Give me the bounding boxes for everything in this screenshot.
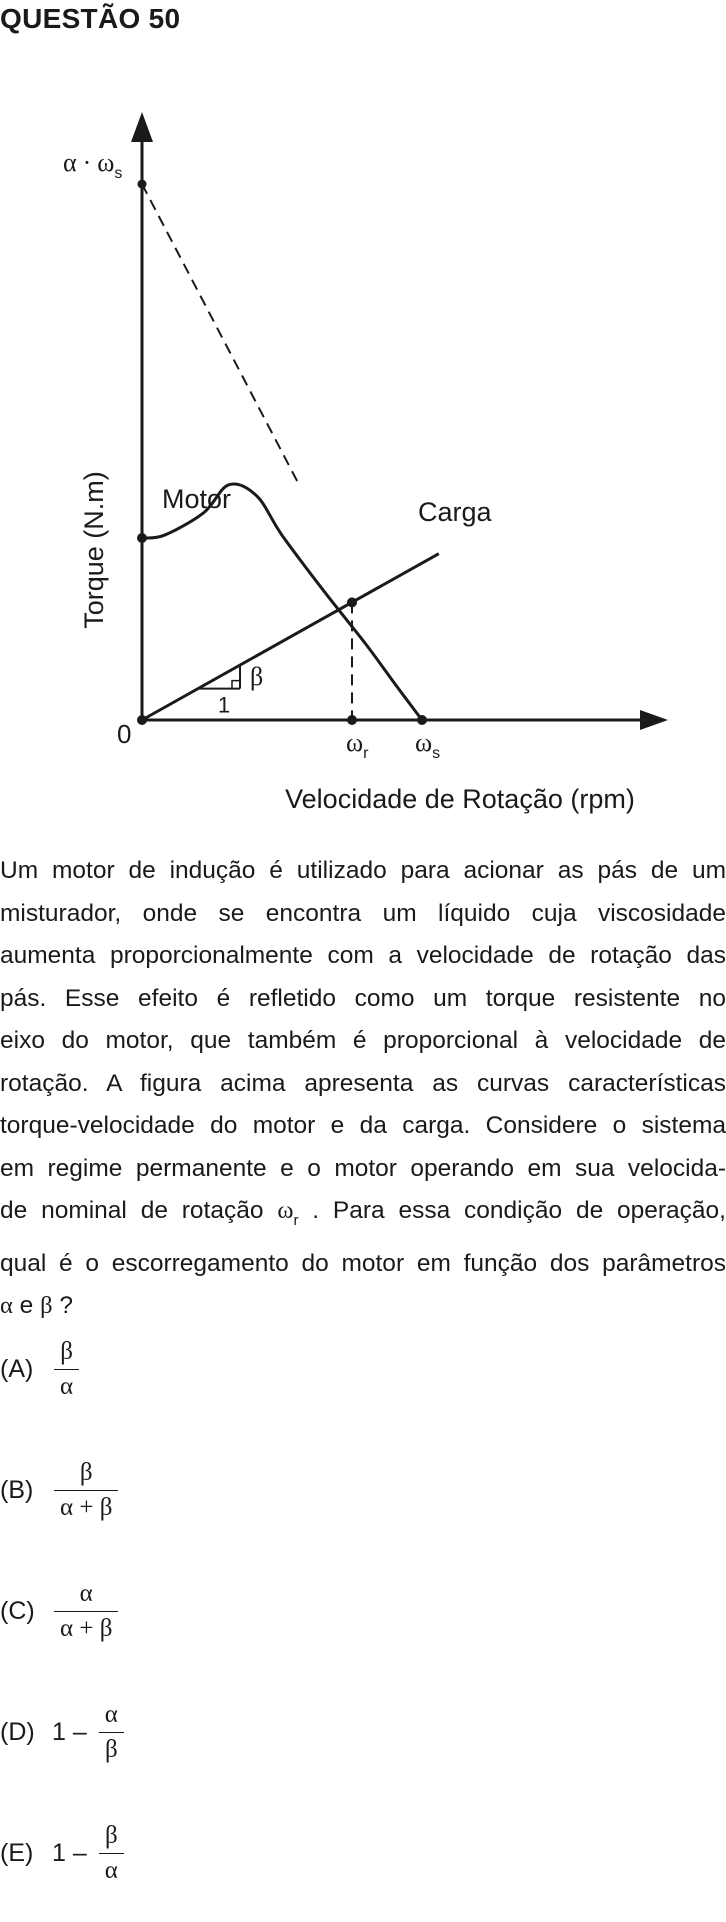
option-prefix: 1 – (52, 1718, 87, 1746)
origin-label: 0 (117, 719, 132, 749)
option-b[interactable] (0, 1456, 118, 1525)
option-d[interactable] (0, 1698, 124, 1767)
question-text-line: misturador, onde se encontra um líquido cuja viscosidade (0, 899, 726, 927)
omega-s-label: $\omega_s$ (415, 728, 441, 762)
omega-r-axis-point (347, 715, 357, 725)
y-intercept-label: $\alpha \cdot \omega_s$ (63, 148, 123, 182)
torque-speed-chart (0, 50, 726, 840)
question-text-line: aumenta proporcionalmente com a velocidade de rotação das (0, 942, 726, 969)
question-text-line-params: α e β ? (0, 1292, 74, 1319)
carga-label: Carga (418, 497, 492, 527)
option-prefix: 1 – (52, 1839, 87, 1867)
option-fraction: $\frac{\beta}{\alpha}$ (54, 1335, 79, 1404)
option-label: (E) (0, 1839, 34, 1867)
y-intercept-point (138, 180, 147, 189)
question-text-line: pás. Esse efeito é refletido como um torque resistente no (0, 984, 726, 1012)
option-fraction: $\frac{\alpha}{\beta}$ (99, 1698, 124, 1767)
question-text-line: Um motor de indução é utilizado para acionar as pás de um (0, 857, 726, 884)
option-fraction: $\frac{\beta}{\alpha}$ (99, 1819, 124, 1888)
y-axis-label: Torque (N.m) (79, 471, 109, 629)
motor-curve (142, 484, 422, 720)
operating-point (347, 597, 357, 607)
option-label: (B) (0, 1476, 34, 1504)
question-title: QUESTÃO 50 (0, 3, 181, 34)
slope-run-label: 1 (217, 692, 231, 718)
question-text-line: qual é o escorregamento do motor em função dos parâmetros (0, 1249, 726, 1277)
dashed-line (142, 184, 299, 484)
y-axis-arrow (131, 112, 153, 142)
option-label: (A) (0, 1355, 34, 1383)
option-e[interactable] (0, 1819, 124, 1888)
torque-speed-figure (0, 50, 726, 840)
omega-r-label: $\omega_r$ (346, 728, 369, 762)
origin-point (137, 715, 147, 725)
question-text-line: eixo do motor, que também é proporcional à velocidade de (0, 1027, 726, 1054)
x-axis-label: Velocidade de Rotação (rpm) (285, 784, 635, 814)
x-axis-arrow (640, 710, 668, 730)
option-a[interactable] (0, 1335, 79, 1404)
motor-label: Motor (162, 484, 232, 514)
carga-line (142, 554, 439, 720)
question-text-line-omega: de nominal de rotação $\omega_r$ . Para essa condição de operação, (0, 1197, 726, 1229)
slope-rise-label: β (250, 661, 264, 691)
option-fraction: $\frac{\alpha}{\alpha + \beta}$ (54, 1577, 118, 1646)
question-text-line: em regime permanente e o motor operando em sua velocida- (0, 1154, 726, 1182)
option-label: (C) (0, 1597, 35, 1625)
option-c[interactable] (0, 1577, 118, 1646)
slope-triangle-right-angle (232, 681, 240, 689)
motor-start-point (137, 533, 147, 543)
option-label: (D) (0, 1718, 35, 1746)
question-text-line: rotação. A figura acima apresenta as curvas características (0, 1069, 726, 1097)
question-text-line: torque-velocidade do motor e da carga. Considere o sistema (0, 1112, 726, 1139)
option-fraction: $\frac{\beta}{\alpha + \beta}$ (54, 1456, 118, 1525)
question-text (0, 850, 726, 1328)
omega-s-axis-point (417, 715, 427, 725)
